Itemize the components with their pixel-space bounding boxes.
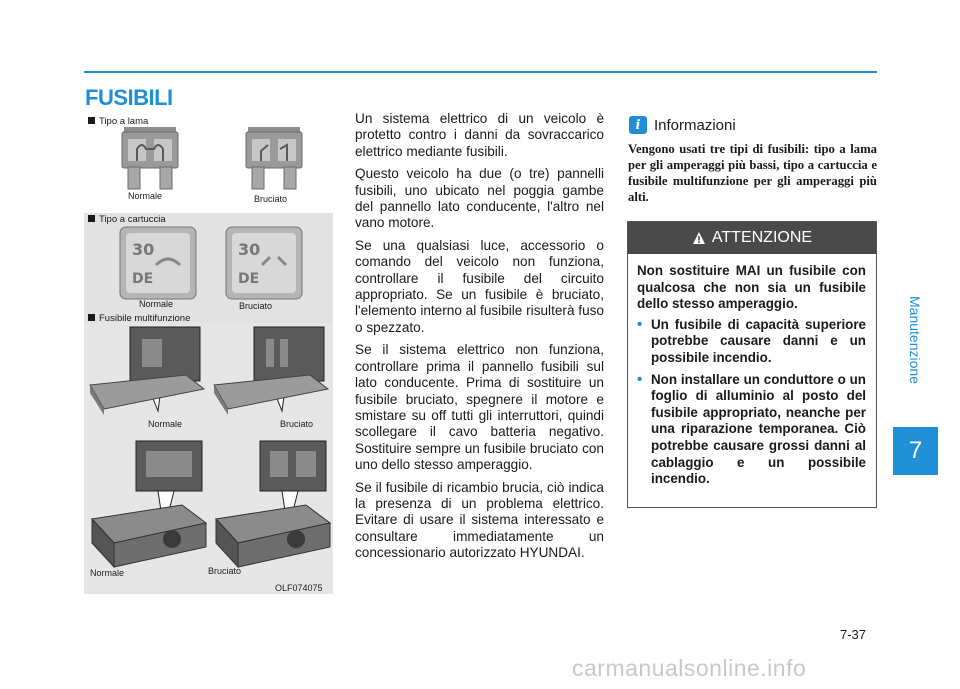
cartridge-blown-label: Bruciato xyxy=(239,301,273,311)
body-paragraph: Se il sistema elettrico non funziona, controllare prima il pannello fusibili sul lato conducente. Prima di sostituire un fusibile bruciato, spegnere il motore e smistare su off tutti gli interruttori, quindi scollegare il cavo batteria negativo. Sostituire sempre un fusibile bruciato con uno dello stesso amperaggio. xyxy=(355,342,604,473)
body-paragraph: Se il fusibile di ricambio brucia, ciò indica la presenza di un problema elettrico. Evitare di usare il sistema interessato e consultare immediatamente un concessionario autorizzato HYUNDAI. xyxy=(355,479,604,561)
warning-box xyxy=(627,221,877,508)
side-tab-label: Manutenzione xyxy=(907,296,923,384)
side-tab xyxy=(895,240,935,440)
multifuse-strip-blown-icon xyxy=(210,325,332,415)
info-text: Vengono usati tre tipi di fusibili: tipo a lama per gli amperaggi più bassi, tipo a cartuccia e fusibile multifunzione per gli amperaggi più alti. xyxy=(628,142,877,204)
warning-list xyxy=(637,317,866,488)
blade-fuse-blown-icon xyxy=(244,127,304,191)
cartridge-normal-label: Normale xyxy=(139,299,174,309)
body-paragraph: Un sistema elettrico di un veicolo è protetto contro i danni da sovraccarico elettrico mediante fusibili. xyxy=(355,111,604,159)
info-title: Informazioni xyxy=(654,117,736,134)
multi-strip-normal-label: Normale xyxy=(148,419,183,429)
cartridge-fuse-blown-icon xyxy=(224,225,304,301)
svg-text:DE: DE xyxy=(238,271,260,287)
chapter-number-tab: 7 xyxy=(893,427,938,475)
page-number: 7-37 xyxy=(840,627,867,642)
watermark: carmanualsonline.info xyxy=(572,655,807,681)
fuse-types-figure xyxy=(84,113,333,594)
body-paragraph: Se una qualsiasi luce, accessorio o comando del veicolo non funziona, controllare il fusibile del circuito appropriato. Se un fusibile è bruciato, l'elemento interno al fusibile risulterà fuso o spezzato. xyxy=(355,237,604,335)
blade-fuse-normal-icon xyxy=(120,127,180,191)
cartridge-fuse-normal-icon xyxy=(118,225,198,301)
warning-intro: Non sostituire MAI un fusibile con qualcosa che non sia un fusibile dello stesso amperaggio. xyxy=(637,263,866,312)
svg-text:30: 30 xyxy=(132,240,155,259)
multifuse-strip-normal-icon xyxy=(86,325,208,415)
warning-body xyxy=(628,254,876,488)
multi-block-blown-label: Bruciato xyxy=(208,566,242,576)
multi-heading: Fusibile multifunzione xyxy=(88,313,190,324)
multifuse-block-blown-icon xyxy=(210,439,332,569)
multi-strip-blown-label: Bruciato xyxy=(280,419,314,429)
body-paragraph: Questo veicolo ha due (o tre) pannelli fusibili, uno ubicato nel poggia gambe del pannello lato conducente, l'altro nel vano motore. xyxy=(355,166,604,231)
cartridge-heading: Tipo a cartuccia xyxy=(88,214,166,225)
info-icon: i xyxy=(629,116,647,134)
blade-normal-label: Normale xyxy=(128,191,163,201)
body-text-column xyxy=(355,111,604,568)
multi-block-normal-label: Normale xyxy=(90,568,125,578)
warning-triangle-icon xyxy=(692,231,706,245)
warning-bullet: • Un fusibile di capacità superiore potrebbe causare danni e un possibile incendio. xyxy=(637,317,866,367)
warning-bullet: • Non installare un conduttore o un foglio di alluminio al posto del fusibile appropriato, neanche per una riparazione temporanea. Ciò potrebbe causare grossi danni al cablaggio e un possibile incendio. xyxy=(637,372,866,488)
header-rule xyxy=(84,71,877,73)
section-title: FUSIBILI xyxy=(85,85,173,110)
svg-text:DE: DE xyxy=(132,271,154,287)
warning-title: ATTENZIONE xyxy=(711,229,813,246)
svg-text:30: 30 xyxy=(238,240,261,259)
warning-header xyxy=(628,222,876,254)
blade-heading: Tipo a lama xyxy=(88,116,148,127)
multifuse-block-normal-icon xyxy=(86,439,208,569)
figure-code: OLF074075 xyxy=(275,583,323,593)
blade-blown-label: Bruciato xyxy=(254,194,288,204)
